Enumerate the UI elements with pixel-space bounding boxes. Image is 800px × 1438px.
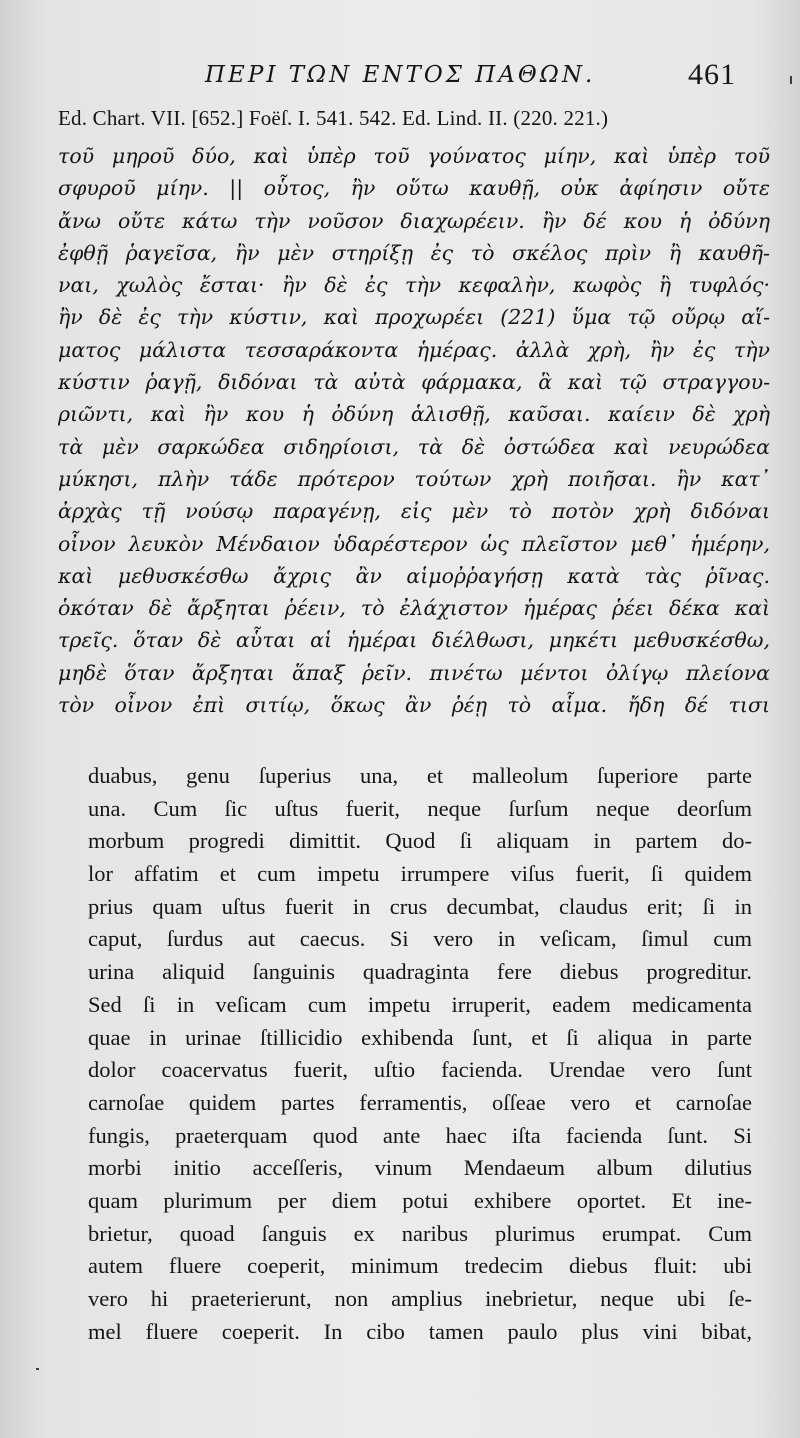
- latin-line: vero hi praeterierunt, non amplius inebrietur, neque ubi ſe-: [88, 1286, 752, 1311]
- latin-line: prius quam uſtus fuerit in crus decumbat, claudus erit; ſi in: [88, 893, 752, 919]
- latin-line: caput, ſurdus aut caecus. Si vero in veſicam, ſimul cum: [88, 926, 752, 952]
- latin-line: morbi initio acceſſeris, vinum Mendaeum album dilutius: [88, 1155, 752, 1181]
- greek-line: κύστιν ῥαγῇ, διδόναι τὰ αὐτὰ φάρμακα, ἃ καὶ τῷ στραγγου-: [58, 370, 770, 395]
- greek-text-block: [58, 140, 770, 721]
- greek-line: καὶ μεθυσκέσθω ἄχρις ἂν αἱμοῤῥαγήσῃ κατὰ τὰς ῥῖνας.: [58, 563, 770, 588]
- edition-reference-line: Ed. Chart. VII. [652.] Foëſ. I. 541. 542. Ed. Lind. II. (220. 221.): [58, 106, 609, 130]
- latin-line: urina aliquid ſanguinis quadraginta fere diebus progreditur.: [88, 959, 752, 985]
- latin-line: autem fluere coeperit, minimum tredecim diebus fluit: ubi: [88, 1253, 752, 1279]
- greek-line: τὸν οἶνον ἐπὶ σιτίῳ, ὅκως ἂν ῥέῃ τὸ αἷμα. ἤδη δέ τισι: [58, 693, 770, 718]
- greek-line: τοῦ μηροῦ δύο, καὶ ὑπὲρ τοῦ γούνατος μίην, καὶ ὑπὲρ τοῦ: [58, 144, 770, 168]
- greek-line: τρεῖς. ὅταν δὲ αὗται αἱ ἡμέραι διέλθωσι, μηκέτι μεθυσκέσθω,: [58, 628, 770, 653]
- greek-line: ἢν δὲ ἐς τὴν κύστιν, καὶ προχωρέει (221) ὕμα τῷ οὔρῳ αἵ-: [58, 305, 770, 330]
- latin-line: quam plurimum per diem potui exhibere oportet. Et ine-: [88, 1187, 752, 1213]
- greek-line: ἀρχὰς τῇ νούσῳ παραγένῃ, εἰς μὲν τὸ ποτὸν χρὴ διδόναι: [58, 499, 770, 524]
- greek-line: μύκησι, πλὴν τάδε πρότερον τούτων χρὴ ποιῆσαι. ἢν κατ᾽: [58, 466, 770, 491]
- latin-line: lor affatim et cum impetu irrumpere viſus fuerit, ſi quidem: [88, 861, 752, 887]
- latin-line: dolor coacervatus fuerit, uſtio facienda. Urendae vero ſunt: [88, 1057, 752, 1083]
- greek-line: τὰ μὲν σαρκώδεα σιδηρίοισι, τὰ δὲ ὀστώδεα καὶ νευρώδεα: [58, 434, 770, 459]
- margin-speck: [36, 1368, 39, 1370]
- latin-line: mel fluere coeperit. In cibo tamen paulo plus vini bibat,: [88, 1318, 752, 1344]
- greek-line: ὁκόταν δὲ ἄρξηται ῥέειν, τὸ ἐλάχιστον ἡμέρας ῥέει δέκα καὶ: [58, 596, 770, 621]
- greek-line: ἐφθῇ ῥαγεῖσα, ἢν μὲν στηρίξῃ ἐς τὸ σκέλος πρὶν ἢ καυθῆ-: [58, 240, 770, 265]
- latin-line: quae in urinae ſtillicidio exhibenda ſunt, et ſi aliqua in parte: [88, 1024, 752, 1050]
- latin-line: Sed ſi in veſicam cum impetu irruperit, eadem medicamenta: [88, 991, 752, 1017]
- greek-line: ἄνω οὔτε κάτω τὴν νοῦσον διαχωρέειν. ἢν δέ κου ἡ ὀδύνη: [58, 208, 770, 233]
- greek-line: ματος μάλιστα τεσσαράκοντα ἡμέρας. ἀλλὰ χρὴ, ἢν ἐς τὴν: [58, 337, 770, 362]
- greek-line: ριῶντι, καὶ ἢν κου ἡ ὀδύνη ἁλισθῇ, καῦσαι. καίειν δὲ χρὴ: [58, 402, 770, 427]
- latin-line: una. Cum ſic uſtus fuerit, neque ſurſum neque deorſum: [88, 795, 752, 821]
- latin-text-block: [88, 760, 752, 1348]
- latin-line: carnoſae quidem partes ferramentis, oſſeae vero et carnoſae: [88, 1089, 752, 1115]
- greek-line: οἶνον λευκὸν Μένδαιον ὑδαρέστερον ὡς πλεῖστον μεθ᾽ ἡμέρην,: [58, 531, 770, 556]
- running-head: [0, 58, 800, 108]
- margin-speck: [790, 76, 792, 84]
- page-number: 461: [688, 58, 736, 91]
- latin-line: fungis, praeterquam quod ante haec iſta facienda ſunt. Si: [88, 1122, 752, 1148]
- latin-line: duabus, genu ſuperius una, et malleolum ſuperiore parte: [88, 763, 752, 788]
- greek-line: σφυροῦ μίην. || οὗτος, ἢν οὕτω καυθῇ, οὐκ ἀφίησιν οὔτε: [58, 176, 770, 201]
- latin-line: morbum progredi dimittit. Quod ſi aliquam in partem do-: [88, 828, 752, 854]
- greek-line: μηδὲ ὅταν ἄρξηται ἅπαξ ῥεῖν. πινέτω μέντοι ὀλίγῳ πλείονα: [58, 660, 770, 685]
- latin-line: brietur, quoad ſanguis ex naribus plurimus erumpat. Cum: [88, 1220, 752, 1246]
- chapter-title: ΠΕΡΙ ΤΩΝ ΕΝΤΟΣ ΠΑΘΩΝ.: [205, 62, 596, 88]
- greek-line: ναι, χωλὸς ἔσται· ἢν δὲ ἐς τὴν κεφαλὴν, κωφὸς ἢ τυφλός·: [58, 273, 770, 298]
